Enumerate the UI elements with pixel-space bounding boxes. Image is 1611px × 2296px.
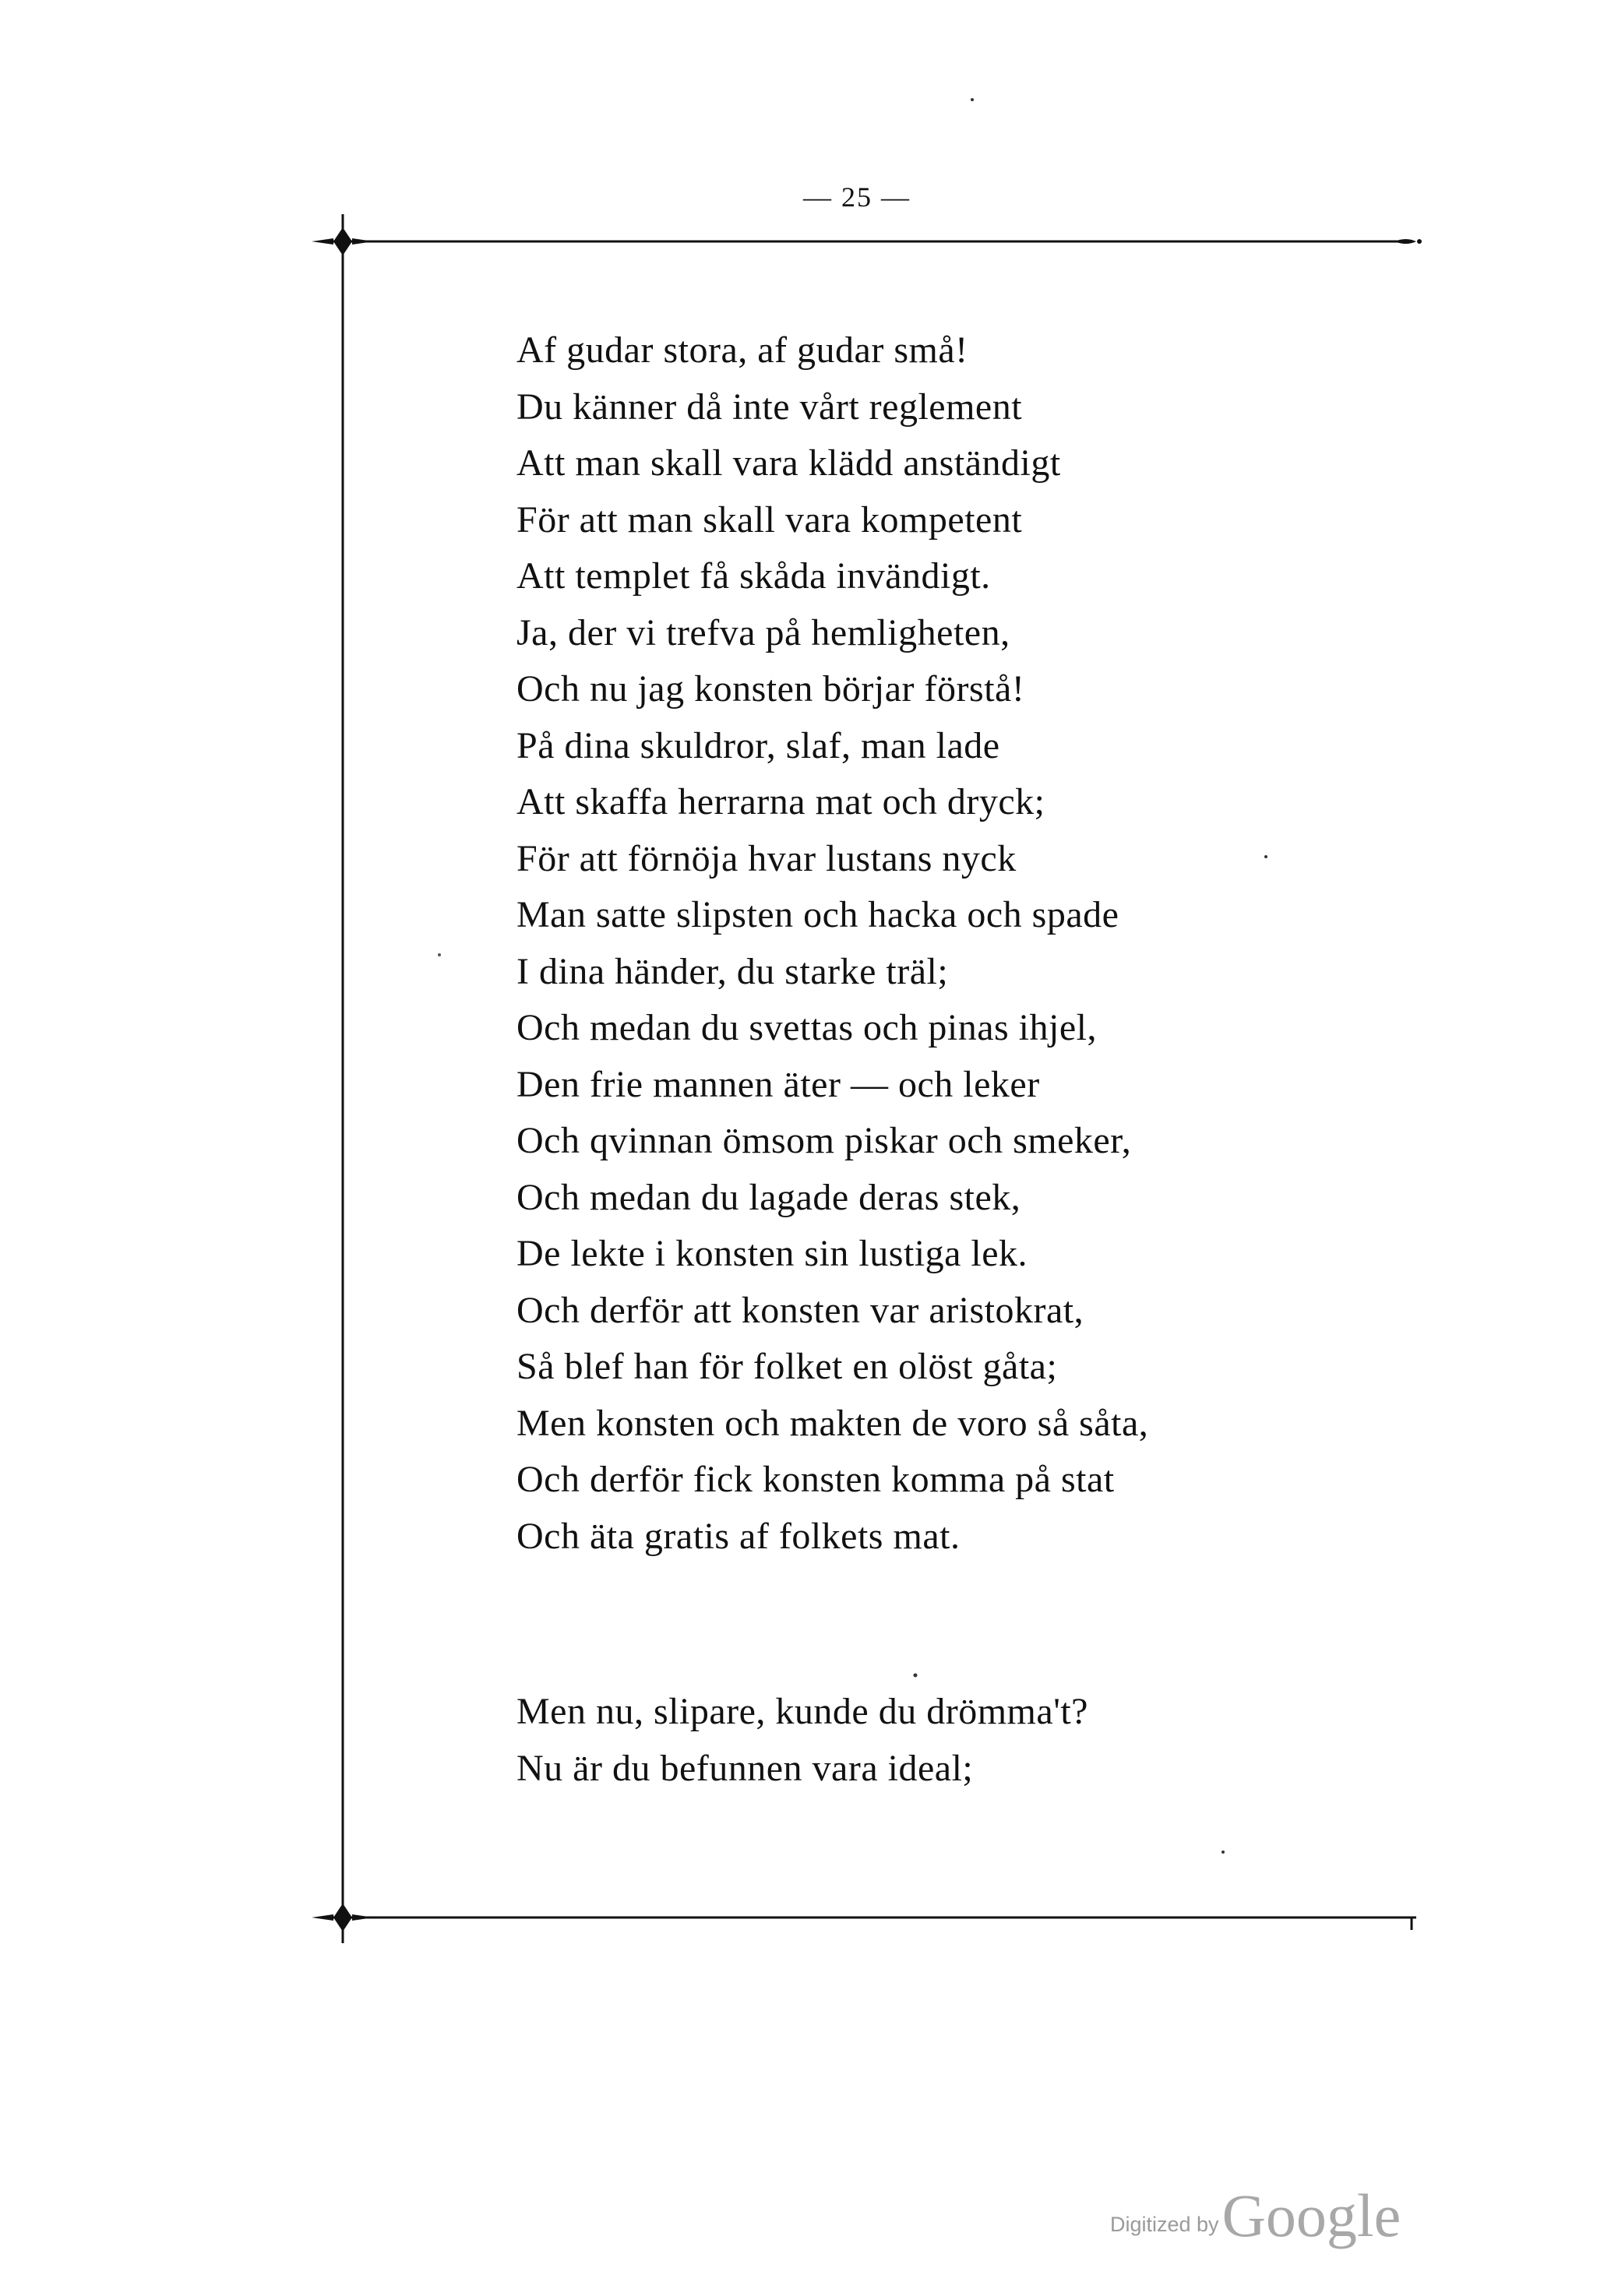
rule-end-top-right	[1394, 239, 1422, 244]
verse-line: För att förnöja hvar lustans nyck	[516, 837, 1017, 879]
verse-line: Så blef han för folket en olöst gåta;	[516, 1346, 1058, 1387]
corner-ornament-bottom-left	[312, 1903, 374, 1932]
verse-line: Du känner då inte vårt reglement	[516, 386, 1023, 428]
poem-stanza-1	[516, 322, 1148, 1565]
verse-line: I dina händer, du starke träl;	[516, 950, 949, 992]
digitized-by-google-watermark	[1110, 2181, 1401, 2251]
verse-line: På dina skuldror, slaf, man lade	[516, 724, 1000, 766]
verse-line: Att templet få skåda invändigt.	[516, 555, 991, 597]
verse-line: Och derför fick konsten komma på stat	[516, 1459, 1115, 1500]
verse-line: Och medan du lagade deras stek,	[516, 1176, 1021, 1218]
verse-line: Men konsten och makten de voro så såta,	[516, 1402, 1149, 1444]
verse-line: Och äta gratis af folkets mat.	[516, 1515, 961, 1557]
verse-line: Och medan du svettas och pinas ihjel,	[516, 1007, 1097, 1048]
verse-line: Men nu, slipare, kunde du drömma't?	[516, 1691, 1088, 1732]
verse-line: Att man skall vara klädd anständigt	[516, 442, 1061, 484]
verse-line: Att skaffa herrarna mat och dryck;	[516, 781, 1045, 822]
page-number: — 25 —	[803, 181, 911, 213]
verse-line: De lekte i konsten sin lustiga lek.	[516, 1233, 1028, 1274]
verse-line: Och qvinnan ömsom piskar och smeker,	[516, 1120, 1132, 1161]
verse-line: Man satte slipsten och hacka och spade	[516, 894, 1119, 935]
verse-line: Och nu jag konsten börjar förstå!	[516, 668, 1025, 710]
poem-stanza-2	[516, 1684, 1088, 1797]
verse-line: Den frie mannen äter — och leker	[516, 1063, 1040, 1105]
rule-end-bottom-right	[1407, 1917, 1416, 1930]
watermark-prefix: Digitized by	[1110, 2213, 1219, 2236]
verse-line: Nu är du befunnen vara ideal;	[516, 1747, 974, 1789]
verse-line: Och derför att konsten var aristokrat,	[516, 1289, 1084, 1331]
corner-ornament-top-left	[312, 227, 374, 255]
verse-line: För att man skall vara kompetent	[516, 498, 1023, 541]
verse-line: Af gudar stora, af gudar små!	[516, 329, 968, 371]
google-logo: Google	[1221, 2182, 1401, 2249]
verse-line: Ja, der vi trefva på hemligheten,	[516, 611, 1010, 653]
